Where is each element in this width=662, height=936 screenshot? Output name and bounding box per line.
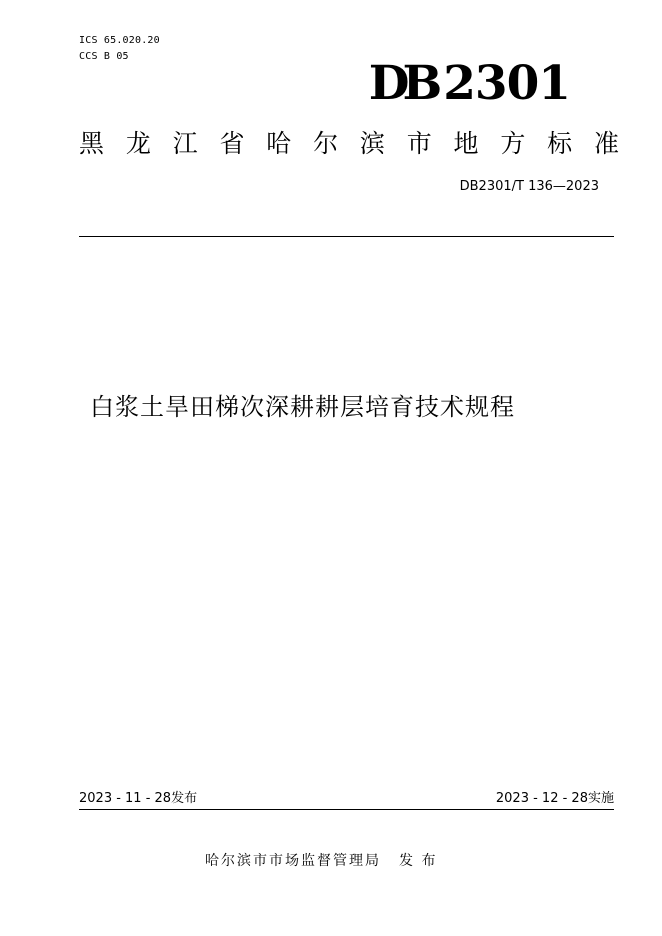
- header-divider: [79, 236, 614, 237]
- ics-code: ICS 65.020.20: [79, 35, 160, 46]
- standard-type-char: 哈: [266, 129, 292, 158]
- standard-number: DB2301/T 136—2023: [459, 179, 599, 194]
- issue-label: 发布: [171, 791, 198, 806]
- logo-db: DB: [368, 56, 436, 111]
- standard-type-char: 江: [172, 129, 198, 158]
- standard-type-char: 尔: [313, 129, 339, 158]
- document-title: 白浆土旱田梯次深耕耕层培育技术规程: [90, 393, 515, 421]
- standard-type-char: 龙: [125, 129, 151, 158]
- publisher-name: 哈尔滨市市场监督管理局: [205, 853, 381, 869]
- standard-type-char: 方: [500, 129, 526, 158]
- issue-date-line: [79, 790, 197, 808]
- standard-type-char: 黑: [79, 129, 105, 158]
- standard-type-char: 地: [453, 129, 479, 158]
- standard-type-char: 标: [547, 129, 573, 158]
- standard-type-heading: [79, 127, 619, 161]
- standard-type-char: 市: [406, 129, 432, 158]
- standard-type-char: 滨: [359, 129, 385, 158]
- logo-number: 2301: [443, 56, 570, 111]
- implement-date-line: [496, 790, 614, 808]
- classification-codes: [79, 33, 160, 65]
- standard-type-char: 准: [593, 129, 619, 158]
- implement-date: 2023 - 12 - 28: [495, 791, 588, 806]
- implement-label: 实施: [587, 791, 614, 806]
- db-logo: [369, 54, 570, 114]
- publish-label: 发 布: [399, 853, 438, 869]
- issue-date: 2023 - 11 - 28: [79, 791, 172, 806]
- standard-type-char: 省: [219, 129, 245, 158]
- footer-divider: [79, 809, 614, 810]
- publisher-line: [205, 851, 437, 871]
- ccs-code: CCS B 05: [79, 51, 129, 62]
